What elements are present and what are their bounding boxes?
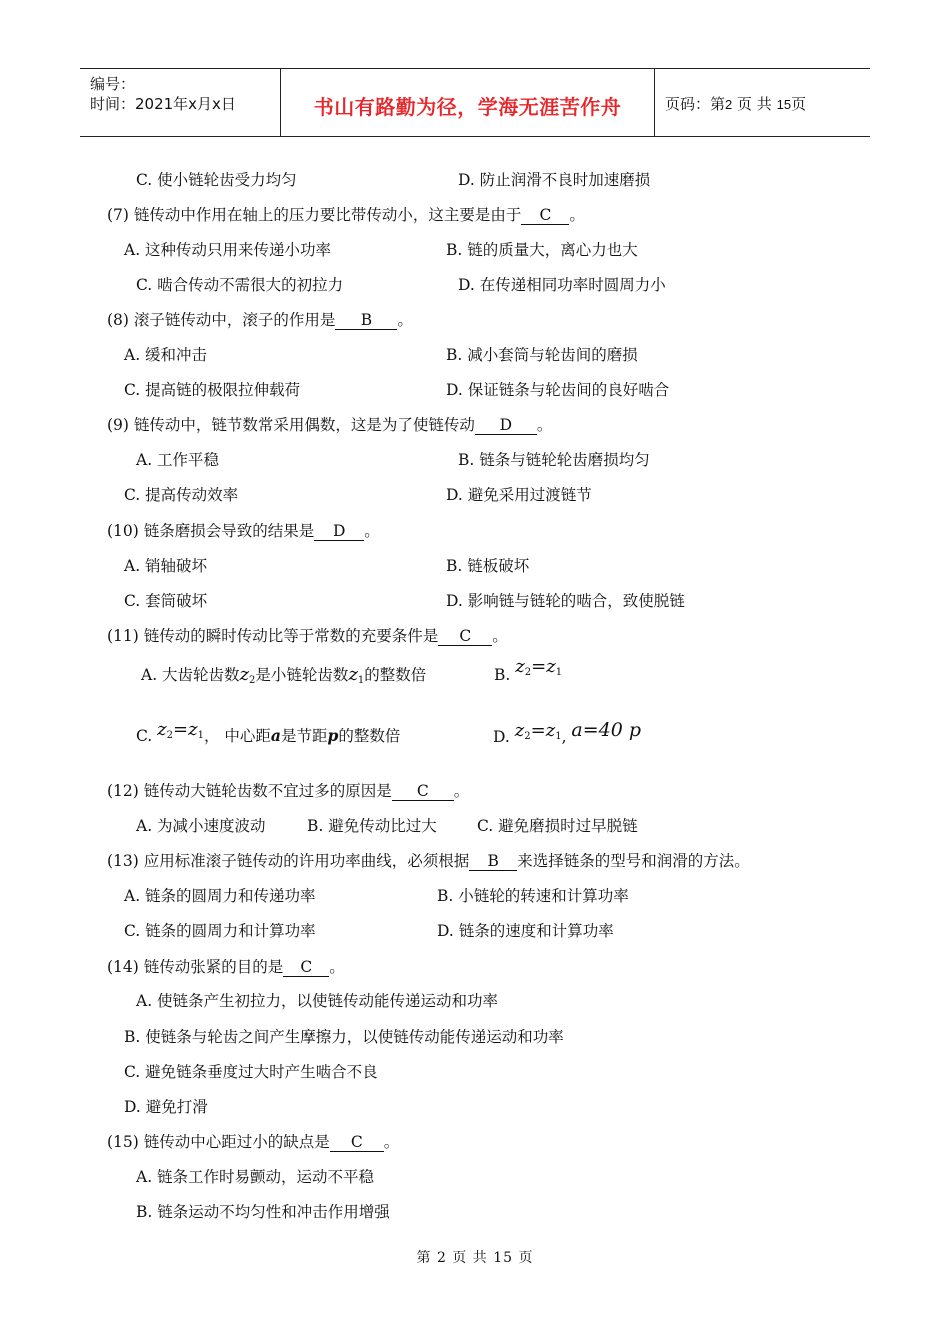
time-label: 时间：2021年x月x日 [90,95,236,113]
q14-question [107,957,345,977]
formula-a: a [270,726,281,745]
q12-opt-b: B. 避免传动比过大 [307,817,437,835]
q15-end: 。 [383,1133,400,1151]
q11-opt-a-part1: A. 大齿轮齿数 [141,666,240,684]
q10-opt-b: B. 链板破坏 [446,557,530,575]
q9-question [107,415,552,435]
q11-opt-c-part3: 是节距 [280,727,328,745]
page-info [665,93,806,114]
page-total: 15 [776,97,792,112]
q7-opt-c: C. 啮合传动不需很大的初拉力 [136,276,344,294]
q11-opt-a-part2: 是小链轮齿数 [255,666,349,684]
q14-opt-c: C. 避免链条垂度过大时产生啮合不良 [124,1063,378,1081]
q7-opt-d: D. 在传递相同功率时圆周力小 [458,276,666,294]
q11-question [107,626,508,646]
q13-end: 来选择链条的型号和润滑的方法。 [517,852,750,870]
q8-opt-d: D. 保证链条与轮齿间的良好啮合 [446,381,670,399]
q11-stem: (11) 链传动的瞬时传动比等于常数的充要条件是 [107,627,439,645]
q13-opt-b: B. 小链轮的转速和计算功率 [437,887,629,905]
q11-opt-c-part2: ， 中心距 [203,727,271,745]
page-footer: 第 2 页 共 15 页 [416,1250,534,1266]
q8-opt-b: B. 减小套筒与轮齿间的磨损 [446,346,638,364]
formula-z2: $z_2$ [239,664,256,686]
q7-end: 。 [569,206,585,224]
q9-opt-d: D. 避免采用过渡链节 [446,486,592,504]
formula-z2-eq-z1-d: $z_2=z_1$ [514,720,562,742]
q15-opt-b: B. 链条运动不均匀性和冲击作用增强 [136,1203,390,1221]
q13-answer: B [469,852,517,871]
header-motto-cell [281,69,655,136]
q7-opt-b: B. 链的质量大，离心力也大 [446,241,638,259]
q12-answer: C [392,782,454,801]
q10-opt-c: C. 套筒破坏 [124,592,208,610]
q10-end: 。 [364,522,380,540]
q15-opt-a: A. 链条工作时易颤动，运动不平稳 [136,1168,375,1186]
q12-opt-a: A. 为减小速度波动 [136,817,266,835]
formula-z2-eq-z1: $z_2=z_1$ [515,656,563,678]
q7-stem: (7) 链传动中作用在轴上的压力要比带传动小，这主要是由于 [107,206,522,224]
q7-answer: C [521,206,569,225]
q13-opt-a: A. 链条的圆周力和传递功率 [124,887,316,905]
q14-answer: C [283,958,329,977]
q9-stem: (9) 链传动中，链节数常采用偶数，这是为了使链传动 [107,416,475,434]
q7-opt-a: A. 这种传动只用来传递小功率 [124,241,332,259]
q6-opt-d: D. 防止润滑不良时加速磨损 [458,171,651,189]
header-page-cell [655,69,870,136]
q11-answer: C [438,627,492,646]
q8-opt-a: A. 缓和冲击 [124,346,208,364]
q8-answer: B [335,311,397,330]
page-prefix: 页码：第 [665,95,726,113]
q14-opt-b: B. 使链条与轮齿之间产生摩擦力，以使链传动能传递运动和功率 [124,1028,564,1046]
q14-stem: (14) 链传动张紧的目的是 [107,958,284,976]
q9-answer: D [475,416,537,435]
q13-opt-c: C. 链条的圆周力和计算功率 [124,922,316,940]
motto: 书山有路勤为径，学海无涯苦作舟 [313,95,622,119]
q9-opt-b: B. 链条与链轮轮齿磨损均匀 [458,451,650,469]
q15-question [107,1132,399,1152]
q9-opt-a: A. 工作平稳 [136,451,220,469]
page-header [80,68,870,137]
q15-answer: C [330,1133,384,1152]
q11-opt-c-part4: 的整数倍 [338,727,401,745]
q11-opt-d-label: D. [493,728,510,746]
formula-p: p [327,726,339,745]
q11-opt-b [494,656,563,691]
q10-opt-d: D. 影响链与链轮的啮合，致使脱链 [446,592,685,610]
q12-stem: (12) 链传动大链轮齿数不宜过多的原因是 [107,782,392,800]
q7-question [107,205,585,225]
page-mid: 页 共 [737,95,772,113]
q10-opt-a: A. 销轴破坏 [124,557,208,575]
q10-answer: D [314,522,364,541]
q13-question [107,851,750,871]
q12-end: 。 [453,782,470,800]
formula-a-eq-40p: a=40 p [571,719,642,741]
q11-opt-c [136,719,401,752]
q11-opt-b-label: B. [494,666,511,684]
q9-end: 。 [536,416,553,434]
q11-opt-d: D. $z_2=z_1$, a=40 p [493,719,642,746]
formula-z1: $z_1$ [348,664,365,686]
q14-opt-a: A. 使链条产生初拉力，以使链传动能传递运动和功率 [136,992,499,1010]
q12-opt-c: C. 避免磨损时过早脱链 [477,817,638,835]
q12-question [107,781,469,801]
q10-stem: (10) 链条磨损会导致的结果是 [107,522,315,540]
q11-end: 。 [492,627,508,645]
page-num: 2 [725,97,733,112]
q8-end: 。 [397,311,413,329]
q8-stem: (8) 滚子链传动中，滚子的作用是 [107,311,336,329]
q11-opt-a-part3: 的整数倍 [364,666,427,684]
q14-opt-d: D. 避免打滑 [124,1098,208,1116]
page-suffix: 页 [791,95,807,113]
q8-question [107,310,413,330]
q14-end: 。 [329,958,345,976]
q10-question [107,521,380,541]
q9-opt-c: C. 提高传动效率 [124,486,239,504]
header-meta [80,69,281,136]
q13-stem: (13) 应用标准滚子链传动的许用功率曲线，必须根据 [107,852,470,870]
code-label: 编号： [90,75,136,93]
q13-opt-d: D. 链条的速度和计算功率 [437,922,614,940]
q15-stem: (15) 链传动中心距过小的缺点是 [107,1133,330,1151]
formula-z2-eq-z1-c: $z_2=z_1$ [157,719,204,741]
q6-opt-c: C. 使小链轮齿受力均匀 [136,171,297,189]
q11-opt-c-label: C. [136,727,153,745]
q11-opt-a [141,665,426,691]
q8-opt-c: C. 提高链的极限拉伸载荷 [124,381,301,399]
